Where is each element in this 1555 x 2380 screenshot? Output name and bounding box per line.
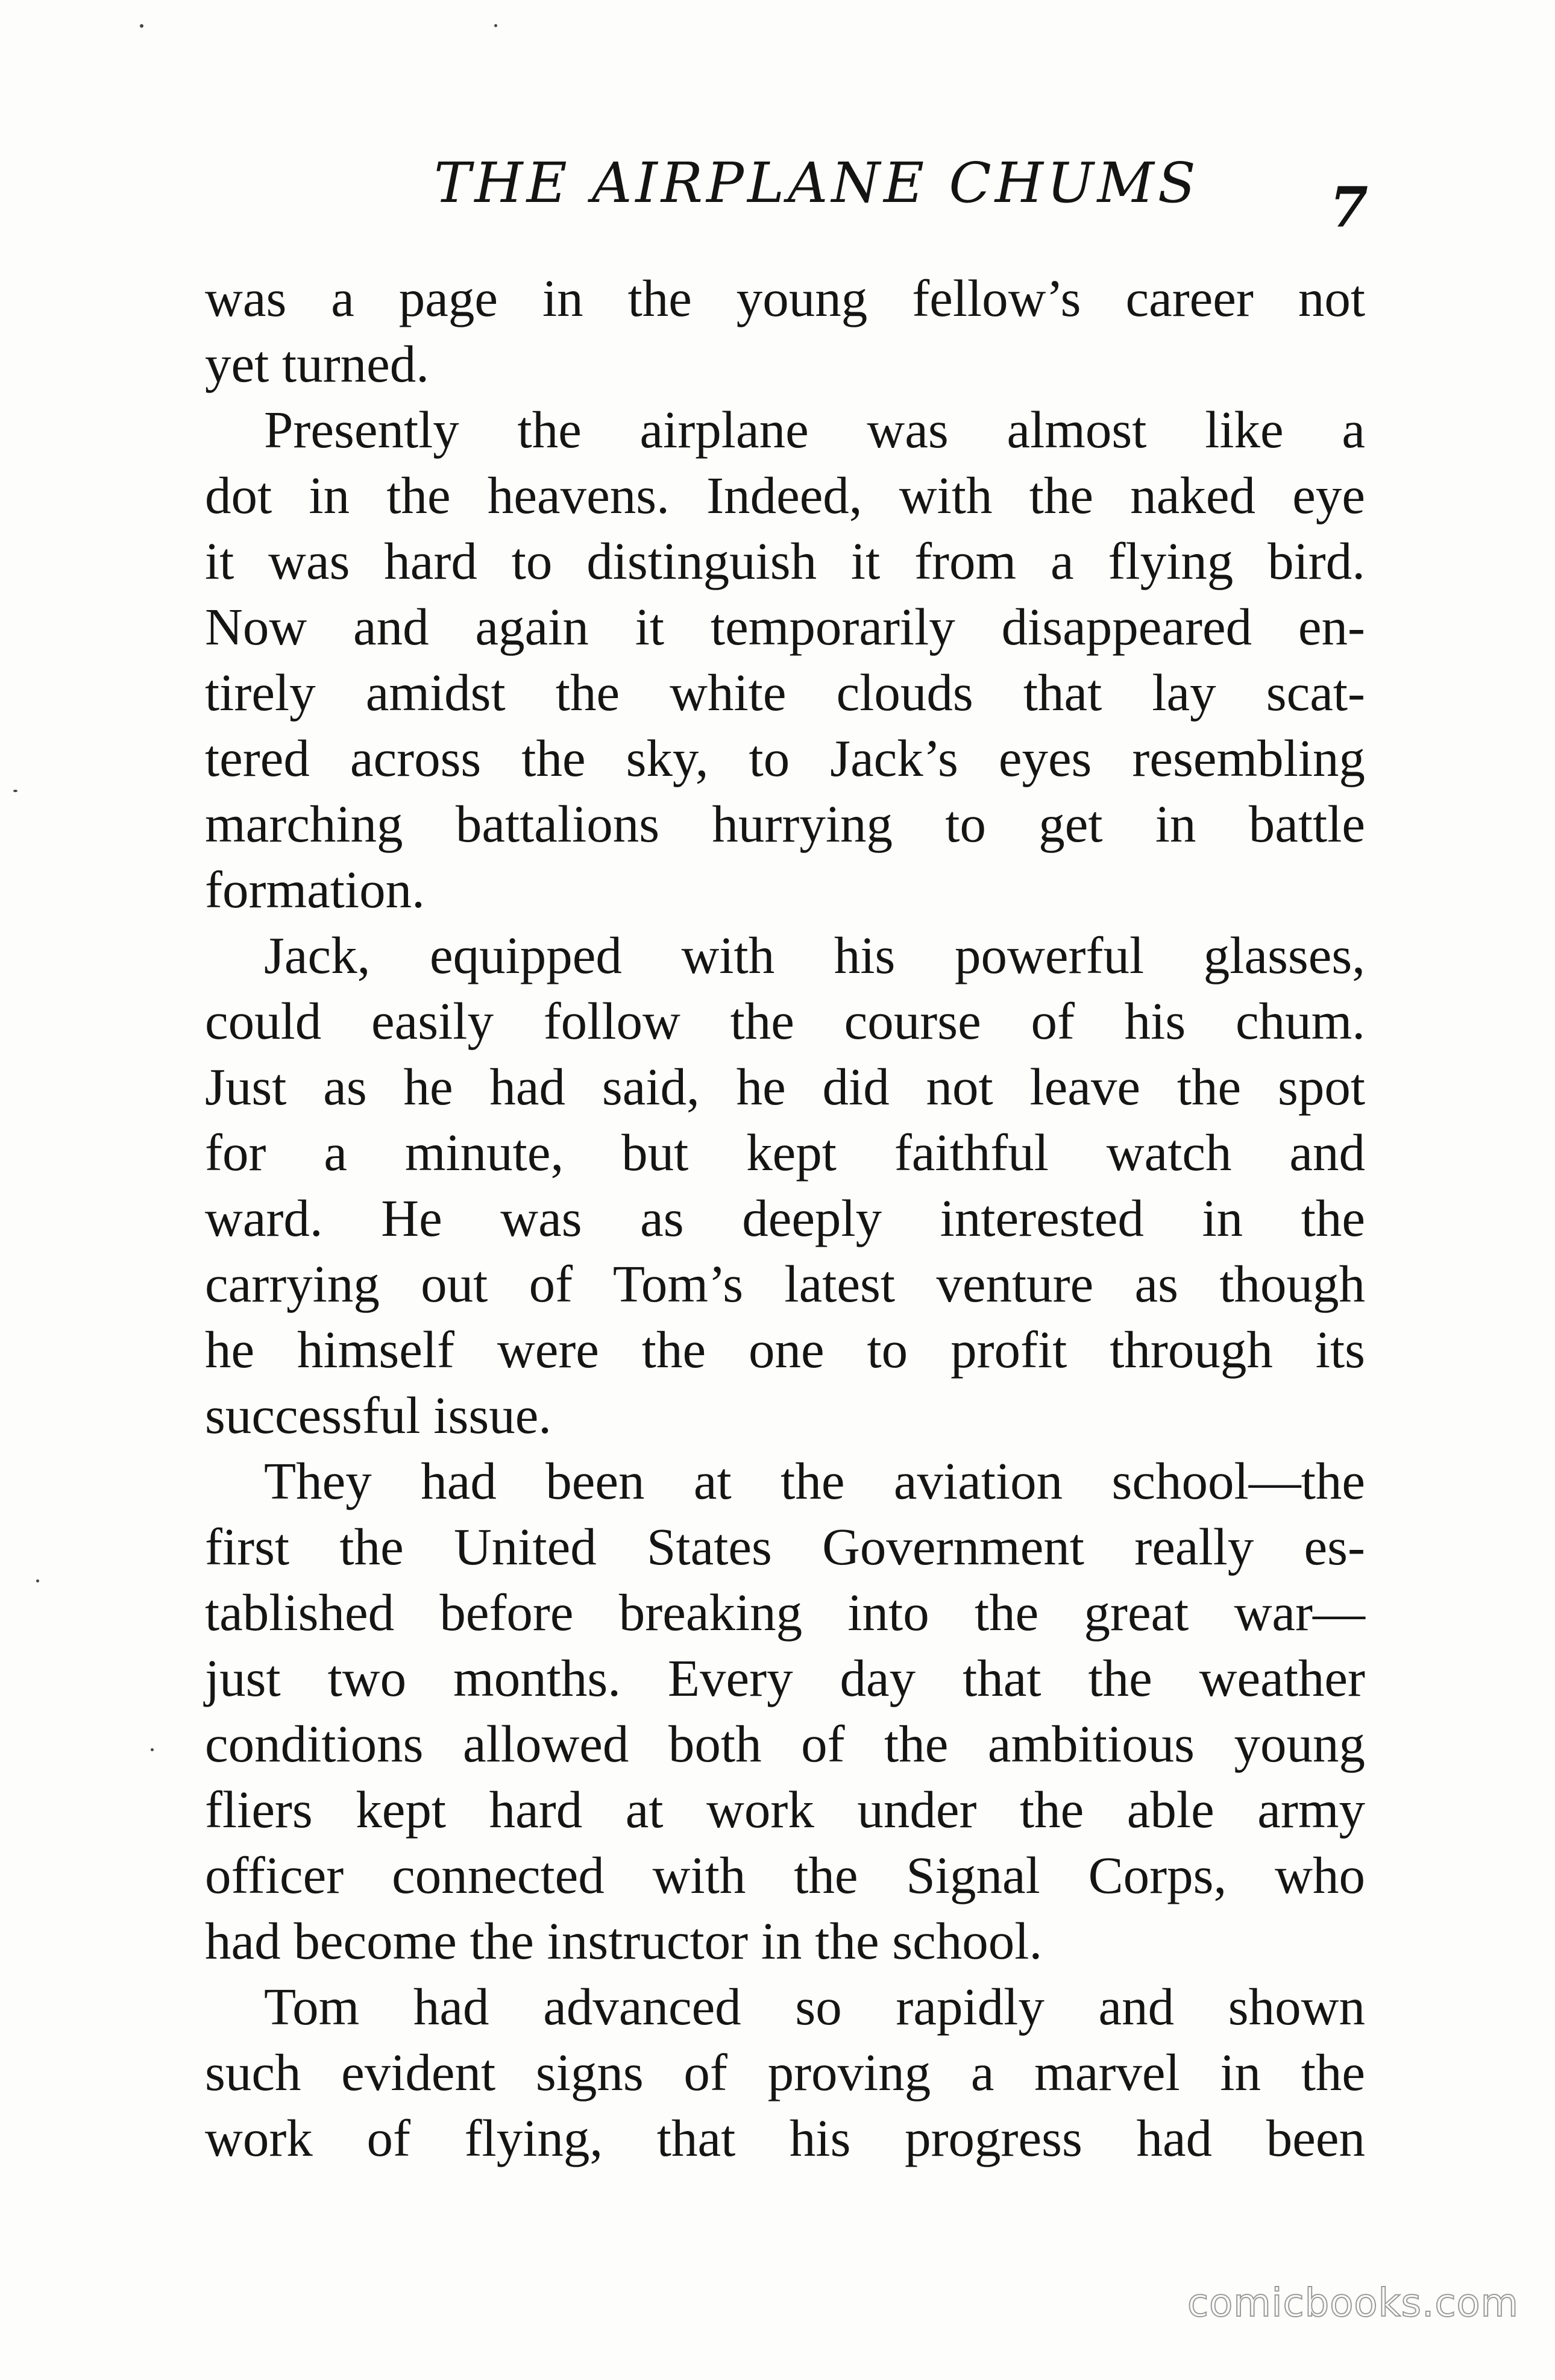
text-line: Just as he had said, he did not leave the spot [205,1057,1365,1116]
text-line: such evident signs of proving a marvel in the [205,2043,1365,2101]
text-line: dot in the heavens. Indeed, with the naked eye [205,466,1365,524]
page-number: 7 [1329,175,1368,240]
text-line: first the United States Government really es- [205,1517,1365,1576]
paragraph [205,1448,1365,1974]
text-line: carrying out of Tom’s latest venture as though [205,1255,1365,1313]
text-line: They had been at the aviation school—the [264,1452,1365,1510]
paragraph [205,922,1365,1448]
text-line: Tom had advanced so rapidly and shown [264,1977,1365,2036]
text-line: Presently the airplane was almost like a [264,400,1365,459]
scan-speck [494,24,497,27]
text-line: tirely amidst the white clouds that lay scat- [205,663,1365,722]
scan-speck [13,790,17,792]
text-line: work of flying, that his progress had been [205,2109,1365,2167]
text-line: tered across the sky, to Jack’s eyes resembling [205,729,1365,787]
text-line: could easily follow the course of his chum. [205,992,1365,1050]
text-line: for a minute, but kept faithful watch and [205,1123,1365,1182]
scan-speck [140,24,143,28]
text-line: he himself were the one to profit through its [205,1320,1365,1379]
text-line: tablished before breaking into the great war— [205,1583,1365,1642]
text-line: it was hard to distinguish it from a flying bird. [205,532,1365,590]
text-line: ward. He was as deeply interested in the [205,1189,1365,1247]
text-line: yet turned. [205,335,430,393]
running-head: THE AIRPLANE CHUMS [434,151,1199,215]
text-line: officer connected with the Signal Corps, who [205,1846,1365,1904]
scan-speck [36,1579,39,1582]
scan-speck [151,1748,154,1751]
text-line: Now and again it temporarily disappeared en- [205,597,1365,656]
text-line: formation. [205,860,425,919]
body-text [205,265,1365,2171]
text-line: just two months. Every day that the weather [205,1649,1365,1707]
watermark: comicbooks.com [1187,2281,1519,2326]
paragraph [205,265,1365,397]
text-line: had become the instructor in the school. [205,1912,1043,1970]
text-line: conditions allowed both of the ambitious young [205,1714,1365,1773]
text-line: successful issue. [205,1386,552,1444]
paragraph [205,1974,1365,2171]
text-line: fliers kept hard at work under the able army [205,1780,1365,1839]
text-line: Jack, equipped with his powerful glasses, [264,926,1365,984]
paragraph [205,397,1365,922]
page-header [205,151,1368,240]
text-line: was a page in the young fellow’s career not [205,269,1365,327]
text-line: marching battalions hurrying to get in battle [205,795,1365,853]
